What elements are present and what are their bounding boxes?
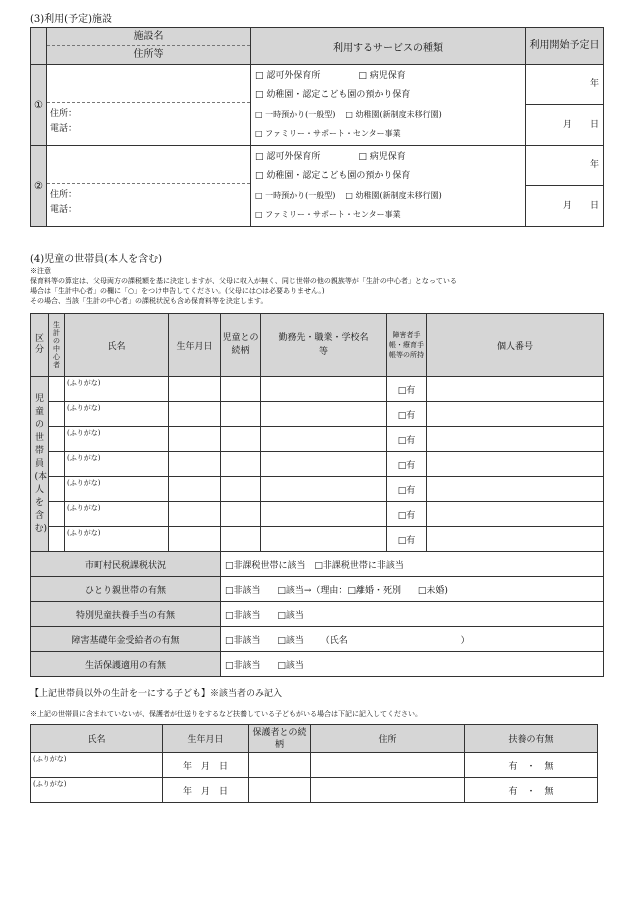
h-household-head: 生計の中心者 <box>49 314 65 377</box>
birth-field[interactable] <box>169 427 221 452</box>
h-child-name: 氏名 <box>31 725 163 753</box>
child-birth-field[interactable]: 年 月 日 <box>163 753 249 778</box>
work-field[interactable] <box>261 527 387 552</box>
relationship-field[interactable] <box>221 527 261 552</box>
opt-sick-child-care[interactable]: □ 病児保育 <box>358 152 406 162</box>
h-child-relationship: 保護者との続柄 <box>249 725 311 753</box>
welfare-row <box>31 652 604 677</box>
disability-checkbox[interactable]: □有 <box>387 402 427 427</box>
relationship-field[interactable] <box>221 427 261 452</box>
birth-field[interactable] <box>169 402 221 427</box>
start-year[interactable]: 年 <box>526 146 603 186</box>
relationship-field[interactable] <box>221 377 261 402</box>
personal-number-field[interactable] <box>427 477 604 502</box>
head-mark-field[interactable] <box>49 477 65 502</box>
tax-status-label: 市町村民税課税状況 <box>31 552 221 577</box>
relationship-field[interactable] <box>221 452 261 477</box>
opt-kindergarten-extended[interactable]: □ 幼稚園・認定こども園の預かり保育 <box>255 90 411 100</box>
member-row <box>31 477 604 502</box>
facility-name-field[interactable] <box>47 65 250 103</box>
col-facility-name: 施設名 <box>47 28 250 46</box>
row-number: ① <box>31 65 47 146</box>
birth-field[interactable] <box>169 477 221 502</box>
h-child-address: 住所 <box>311 725 465 753</box>
facility-table <box>30 27 604 227</box>
h-relationship: 児童との続柄 <box>221 314 261 377</box>
disability-checkbox[interactable]: □有 <box>387 452 427 477</box>
birth-field[interactable] <box>169 527 221 552</box>
pension-yes-checkbox[interactable]: □該当 <box>277 635 304 646</box>
phone-label: 電話： <box>50 205 78 215</box>
opt-kindergarten-old[interactable]: □ 幼稚園(新制度未移行園) <box>345 110 442 119</box>
start-month-day[interactable]: 月 日 <box>562 120 599 130</box>
dependent-row <box>31 778 598 803</box>
disability-checkbox[interactable]: □有 <box>387 477 427 502</box>
work-field[interactable] <box>261 377 387 402</box>
section5-note: ※上記の世帯員に含まれていないが、保護者が仕送りをするなど扶養している子どもがいる場合は下記に記入してください。 <box>30 710 422 718</box>
h-name: 氏名 <box>65 314 169 377</box>
work-field[interactable] <box>261 402 387 427</box>
furigana-label[interactable]: (ふりがな) <box>65 402 169 427</box>
h-kubun: 区分 <box>31 314 49 377</box>
disability-checkbox[interactable]: □有 <box>387 377 427 402</box>
personal-number-field[interactable] <box>427 527 604 552</box>
note-line-1: 保育料等の算定は、父母両方の課税額を基に決定しますが、父母に収入が無く、同じ世帯の他の親族等が「生計の中心者」となっている <box>30 277 457 285</box>
household-table <box>30 313 604 677</box>
member-row <box>31 402 604 427</box>
h-disability-card: 障害者手帳・療育手帳等の所持 <box>387 314 427 377</box>
h-personal-number: 個人番号 <box>427 314 604 377</box>
h-workplace: 勤務先・職業・学校名等 <box>261 314 387 377</box>
pension-no-checkbox[interactable]: □非該当 <box>225 635 261 646</box>
relationship-field[interactable] <box>221 402 261 427</box>
furigana-label[interactable]: (ふりがな) <box>31 753 163 778</box>
furigana-label[interactable]: (ふりがな) <box>65 527 169 552</box>
member-row <box>31 452 604 477</box>
single-parent-yes-checkbox[interactable]: □該当→（理由：□離婚・死別 <box>277 585 401 596</box>
head-mark-field[interactable] <box>49 452 65 477</box>
relationship-field[interactable] <box>221 502 261 527</box>
start-year[interactable]: 年 <box>526 65 603 105</box>
col-service-type: 利用するサービスの種類 <box>251 28 526 65</box>
facility-name-field[interactable] <box>47 146 250 184</box>
disability-checkbox[interactable]: □有 <box>387 527 427 552</box>
relationship-field[interactable] <box>221 477 261 502</box>
section3-title: (3)利用(予定)施設 <box>30 14 112 25</box>
work-field[interactable] <box>261 502 387 527</box>
opt-unlicensed-nursery[interactable]: □ 認可外保育所 <box>255 152 321 162</box>
tax-exempt-checkbox[interactable]: □非課税世帯に該当 <box>225 560 306 571</box>
opt-unlicensed-nursery[interactable]: □ 認可外保育所 <box>255 71 321 81</box>
member-row <box>31 427 604 452</box>
special-allowance-label: 特別児童扶養手当の有無 <box>31 602 221 627</box>
personal-number-field[interactable] <box>427 452 604 477</box>
facility-row-2 <box>31 146 604 227</box>
side-label: 児童の世帯員(本人を含む) <box>31 377 49 552</box>
dependency-choice[interactable]: 有 ・ 無 <box>465 753 598 778</box>
note-line-2: 場合は「生計中心者」の欄に「○」をつけ申告してください。(父母には○は必要ありません。) <box>30 287 325 295</box>
dependent-row <box>31 753 598 778</box>
tax-nonexempt-checkbox[interactable]: □非課税世帯に非該当 <box>314 560 404 571</box>
single-parent-row <box>31 577 604 602</box>
head-mark-field[interactable] <box>49 427 65 452</box>
work-field[interactable] <box>261 427 387 452</box>
furigana-label[interactable]: (ふりがな) <box>65 427 169 452</box>
welfare-no-checkbox[interactable]: □非該当 <box>225 660 261 671</box>
opt-family-support[interactable]: □ ファミリー・サポート・センター事業 <box>255 210 401 219</box>
phone-label: 電話： <box>50 124 78 134</box>
furigana-label[interactable]: (ふりがな) <box>31 778 163 803</box>
pension-name-label: （氏名 <box>320 635 348 646</box>
head-mark-field[interactable] <box>49 502 65 527</box>
h-dependency: 扶養の有無 <box>465 725 598 753</box>
opt-kindergarten-old[interactable]: □ 幼稚園(新制度未移行園) <box>345 191 442 200</box>
allowance-no-checkbox[interactable]: □非該当 <box>225 610 261 621</box>
welfare-label: 生活保護適用の有無 <box>31 652 221 677</box>
section5-title: 【上記世帯員以外の生計を一にする子ども】※該当者のみ記入 <box>30 689 283 699</box>
furigana-label[interactable]: (ふりがな) <box>65 502 169 527</box>
birth-field[interactable] <box>169 502 221 527</box>
tax-status-row <box>31 552 604 577</box>
disability-checkbox[interactable]: □有 <box>387 502 427 527</box>
furigana-label[interactable]: (ふりがな) <box>65 452 169 477</box>
pension-name-close: ） <box>460 635 470 646</box>
birth-field[interactable] <box>169 452 221 477</box>
disability-checkbox[interactable]: □有 <box>387 427 427 452</box>
child-relationship-field[interactable] <box>249 778 311 803</box>
h-child-birth: 生年月日 <box>163 725 249 753</box>
dependents-table <box>30 724 598 803</box>
opt-temporary-care[interactable]: □ 一時預かり(一般型) <box>255 191 336 200</box>
disability-pension-label: 障害基礎年金受給者の有無 <box>31 627 221 652</box>
dependency-choice[interactable]: 有 ・ 無 <box>465 778 598 803</box>
opt-temporary-care[interactable]: □ 一時預かり(一般型) <box>255 110 336 119</box>
child-address-field[interactable] <box>311 753 465 778</box>
address-label: 住所： <box>50 109 78 119</box>
child-birth-field[interactable]: 年 月 日 <box>163 778 249 803</box>
personal-number-field[interactable] <box>427 377 604 402</box>
section4-title: (4)児童の世帯員(本人を含む) <box>30 254 162 265</box>
disability-pension-row <box>31 627 604 652</box>
birth-field[interactable] <box>169 377 221 402</box>
col-address: 住所等 <box>133 49 164 60</box>
col-start-date: 利用開始予定日 <box>526 28 604 65</box>
start-month-day[interactable]: 月 日 <box>562 201 599 211</box>
facility-row-1 <box>31 65 604 146</box>
head-mark-field[interactable] <box>49 377 65 402</box>
opt-kindergarten-extended[interactable]: □ 幼稚園・認定こども園の預かり保育 <box>255 171 411 181</box>
special-allowance-row <box>31 602 604 627</box>
member-row <box>31 502 604 527</box>
personal-number-field[interactable] <box>427 502 604 527</box>
note-line-3: その場合、当該「生計の中心者」の課税状況も含め保育料等を決定します。 <box>30 297 268 305</box>
address-label: 住所： <box>50 190 78 200</box>
member-row <box>31 527 604 552</box>
head-mark-field[interactable] <box>49 527 65 552</box>
head-mark-field[interactable] <box>49 402 65 427</box>
work-field[interactable] <box>261 477 387 502</box>
child-address-field[interactable] <box>311 778 465 803</box>
furigana-label[interactable]: (ふりがな) <box>65 377 169 402</box>
welfare-yes-checkbox[interactable]: □該当 <box>277 660 304 671</box>
unmarried-checkbox[interactable]: □未婚) <box>417 585 448 596</box>
note-heading: ※注意 <box>30 267 51 275</box>
furigana-label[interactable]: (ふりがな) <box>65 477 169 502</box>
allowance-yes-checkbox[interactable]: □該当 <box>277 610 304 621</box>
child-relationship-field[interactable] <box>249 753 311 778</box>
row-number: ② <box>31 146 47 227</box>
personal-number-field[interactable] <box>427 402 604 427</box>
opt-sick-child-care[interactable]: □ 病児保育 <box>358 71 406 81</box>
single-parent-label: ひとり親世帯の有無 <box>31 577 221 602</box>
h-birthdate: 生年月日 <box>169 314 221 377</box>
single-parent-no-checkbox[interactable]: □非該当 <box>225 585 261 596</box>
opt-family-support[interactable]: □ ファミリー・サポート・センター事業 <box>255 129 401 138</box>
section4-notes <box>30 266 620 306</box>
member-row <box>31 377 604 402</box>
work-field[interactable] <box>261 452 387 477</box>
personal-number-field[interactable] <box>427 427 604 452</box>
